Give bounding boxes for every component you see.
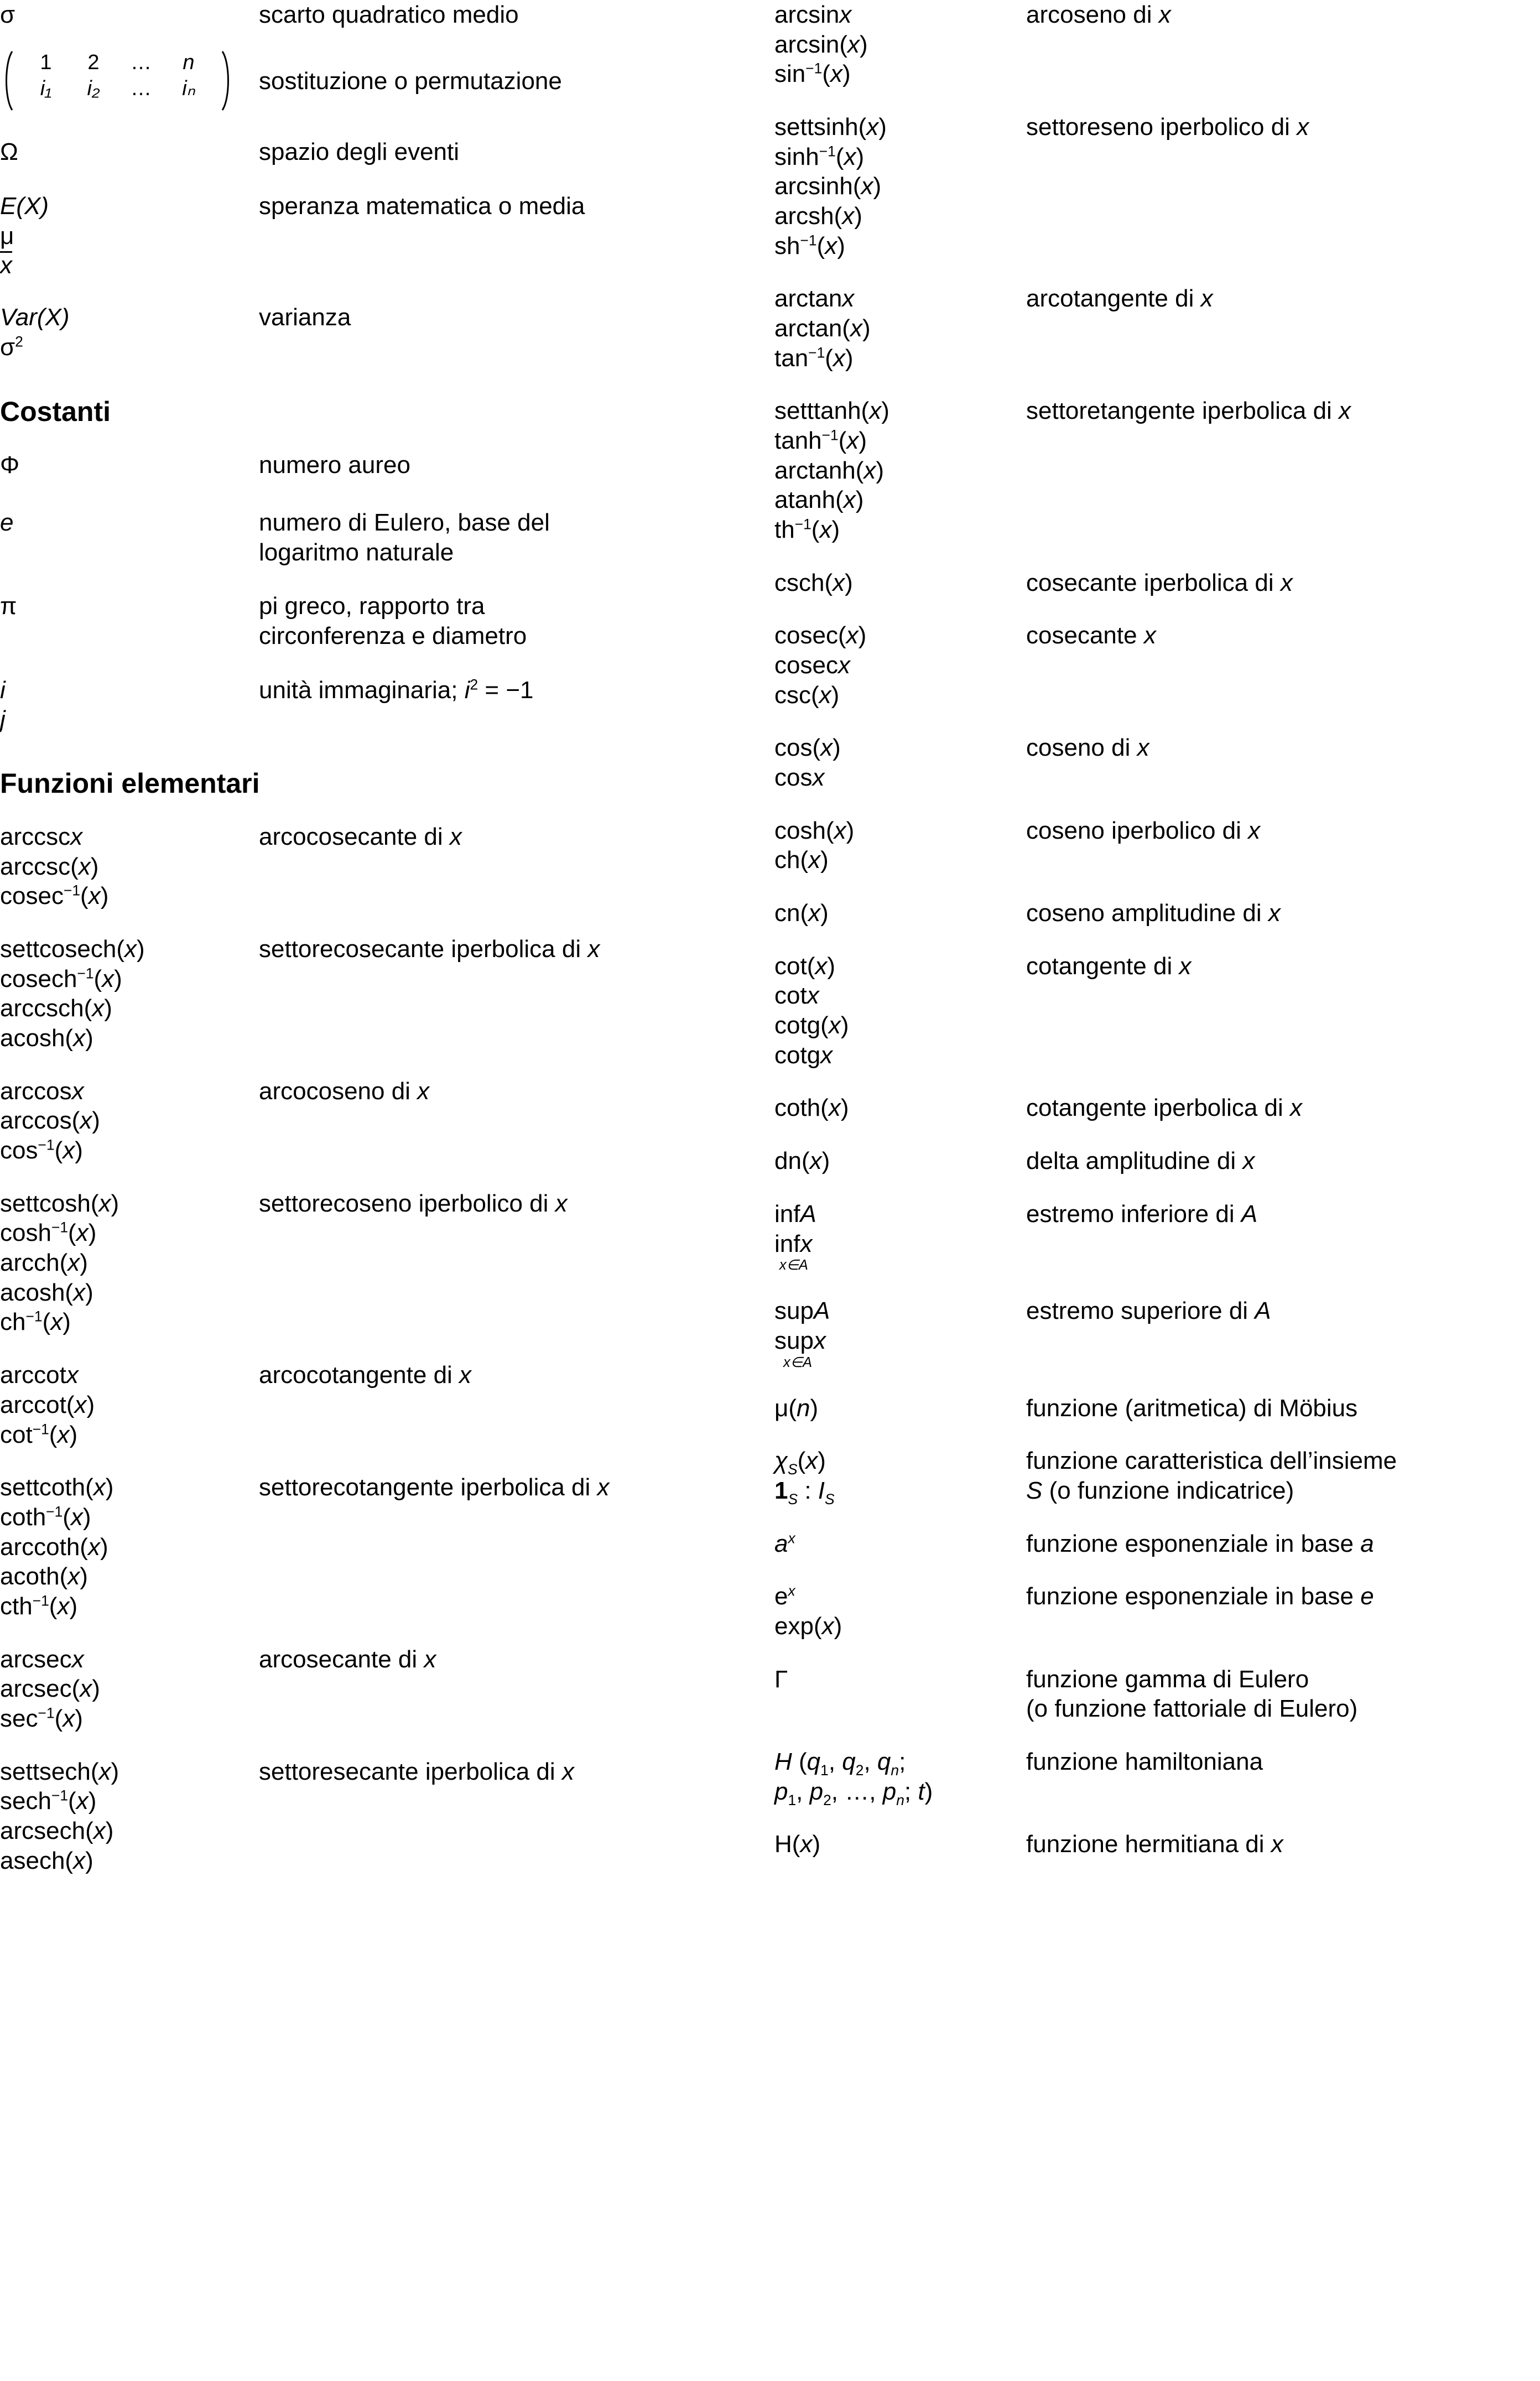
- symbol-infimum-set: infA: [774, 1200, 816, 1228]
- permutation-matrix: [0, 50, 235, 112]
- description-cell: [1026, 1529, 1540, 1559]
- symbol-sigma-squared: $\sigma^2$: [0, 333, 23, 361]
- symbol-variant: cosx: [774, 764, 825, 792]
- glossary-entry: [774, 1199, 1540, 1273]
- symbol-euler-e: e: [0, 509, 14, 537]
- description-cell: [259, 1473, 770, 1503]
- description-line: cotangente di x: [1026, 952, 1192, 980]
- symbol-infimum-condition: x∈A: [779, 1257, 808, 1273]
- glossary-entry: [774, 396, 1540, 544]
- symbol-cell: [0, 934, 259, 1053]
- symbol-variant: csch(x): [774, 569, 853, 596]
- symbol-supremum-set: supA: [774, 1297, 830, 1325]
- description-line: arcocoseno di x: [259, 1077, 430, 1105]
- description-line: arcosecante di x: [259, 1645, 436, 1673]
- symbol-cell: [0, 191, 259, 280]
- symbol-variant: cosecx: [774, 652, 850, 679]
- symbol-variant: $\cot^{-1}(x)$: [0, 1420, 78, 1448]
- symbol-variant: cot(x): [774, 952, 836, 980]
- symbol-variant: arctanx: [774, 285, 855, 313]
- symbol-variant: settcosech(x): [0, 935, 145, 963]
- symbol-variant: settsinh(x): [774, 113, 887, 141]
- symbol-variant: coth$^{-1}$(x): [0, 1503, 91, 1531]
- glossary-entry: [0, 1757, 770, 1876]
- section-funzioni-elementari: [0, 767, 770, 1875]
- glossary-entry: [774, 284, 1540, 373]
- symbol-cell: [0, 1077, 259, 1166]
- glossary-entry: [774, 1093, 1540, 1123]
- perm-cell: …: [131, 50, 152, 74]
- symbol-chi-indicator: $\chi_S(x)$: [774, 1447, 826, 1478]
- symbol-variant: cos(x): [774, 734, 841, 762]
- symbol-gamma: Γ: [774, 1665, 788, 1693]
- symbol-variant: arcsinh(x): [774, 173, 882, 200]
- perm-cell: …: [131, 77, 152, 101]
- symbol-exponential-base-a: $a^x$: [774, 1530, 795, 1557]
- symbol-x-bar: x: [0, 252, 12, 279]
- description-line: estremo inferiore di A: [1026, 1200, 1258, 1228]
- symbol-variant: $\sinh^{-1}(x)$: [774, 143, 865, 170]
- symbol-variant: $\sec^{-1}(x)$: [0, 1704, 83, 1732]
- symbol-variant: arccsc(x): [0, 852, 99, 880]
- glossary-entry: [0, 50, 770, 119]
- description-line: arcotangente di x: [1026, 285, 1213, 313]
- symbol-cell: [774, 396, 1026, 544]
- symbol-variant: $sh^{-1}(x)$: [774, 232, 845, 259]
- description-line: funzione hermitiana di x: [1026, 1831, 1283, 1858]
- description-line: settorecotangente iperbolica di x: [259, 1474, 610, 1501]
- description-line: S (o funzione indicatrice): [1026, 1477, 1294, 1504]
- symbol-cell: [774, 1529, 1026, 1559]
- glossary-entry: [0, 934, 770, 1053]
- symbol-variant: arcch(x): [0, 1249, 88, 1277]
- description-cell: [259, 675, 770, 705]
- description-cell: [1026, 112, 1540, 142]
- symbol-cell: [774, 112, 1026, 261]
- glossary-entry: [774, 816, 1540, 875]
- glossary-entry: [774, 1665, 1540, 1724]
- symbol-variant: cosech$^{-1}$(x): [0, 965, 122, 992]
- symbol-variant: acoth(x): [0, 1563, 88, 1590]
- symbol-variant: cn(x): [774, 900, 829, 927]
- description-line: speranza matematica o media: [259, 193, 585, 220]
- glossary-entry: [774, 1829, 1540, 1859]
- description-cell: [259, 137, 770, 167]
- symbol-variant: asech(x): [0, 1847, 93, 1874]
- glossary-entry: [0, 137, 770, 167]
- description-line: cosecante x: [1026, 622, 1156, 649]
- section-heading-costanti: Costanti: [0, 396, 111, 428]
- section-costanti: [0, 395, 770, 735]
- description-cell: [1026, 568, 1540, 598]
- description-cell: [1026, 1394, 1540, 1423]
- description-line: varianza: [259, 304, 351, 331]
- description-line: coseno amplitudine di x: [1026, 900, 1281, 927]
- description-cell: [1026, 816, 1540, 846]
- description-line: cotangente iperbolica di x: [1026, 1094, 1302, 1122]
- symbol-variant: $\cos^{-1}(x)$: [0, 1136, 83, 1164]
- description-cell: [1026, 0, 1540, 30]
- glossary-entry: [774, 733, 1540, 792]
- description-cell: [1026, 396, 1540, 426]
- symbol-supremum-var: supx: [774, 1327, 826, 1354]
- symbol-cell: [0, 1645, 259, 1734]
- perm-cell: i₁: [40, 77, 52, 101]
- symbol-variant: arccos(x): [0, 1107, 100, 1135]
- description-line: settoresecante iperbolica di x: [259, 1758, 574, 1785]
- description-line: (o funzione fattoriale di Eulero): [1026, 1695, 1358, 1723]
- description-cell: [1026, 1582, 1540, 1611]
- description-line: coseno iperbolico di x: [1026, 817, 1261, 844]
- glossary-entry: [0, 675, 770, 735]
- right-paren-icon: [220, 50, 235, 112]
- description-line: settoretangente iperbolica di x: [1026, 397, 1351, 425]
- symbol-variant: cosh(x): [774, 817, 855, 844]
- description-cell: [259, 1757, 770, 1787]
- symbol-cell: [774, 952, 1026, 1070]
- description-cell: [259, 191, 770, 221]
- description-cell: [1026, 1296, 1540, 1326]
- perm-cell: i₂: [87, 77, 100, 101]
- description-line: pi greco, rapporto tra: [259, 592, 485, 620]
- symbol-sigma: σ: [0, 1, 15, 28]
- description-line: settorecoseno iperbolico di x: [259, 1189, 568, 1217]
- description-cell: [1026, 1829, 1540, 1859]
- description-line: funzione esponenziale in base e: [1026, 1583, 1374, 1610]
- glossary-entry: [0, 822, 770, 911]
- symbol-variant: arctan(x): [774, 315, 871, 342]
- symbol-variant: csc(x): [774, 681, 840, 709]
- description-line: funzione gamma di Eulero: [1026, 1665, 1309, 1693]
- glossary-entry: [0, 1360, 770, 1449]
- symbol-exponential-base-e: $e^x$: [774, 1582, 795, 1610]
- symbol-cell: [774, 816, 1026, 875]
- permutation-row-top: [22, 50, 212, 76]
- glossary-entry: [774, 1146, 1540, 1176]
- description-line: numero aureo: [259, 451, 410, 479]
- symbol-cell: [774, 1296, 1026, 1370]
- description-cell: [259, 1645, 770, 1675]
- glossary-entry: [0, 303, 770, 362]
- description-line: sostituzione o permutazione: [259, 67, 562, 95]
- symbol-cell: [0, 822, 259, 911]
- symbol-variant: arcsinx: [774, 1, 852, 28]
- permutation-grid: [14, 50, 220, 112]
- description-cell: [259, 591, 770, 651]
- symbol-cell: [774, 1394, 1026, 1423]
- symbol-variant: settcosh(x): [0, 1189, 119, 1217]
- description-line: funzione caratteristica dell’insieme: [1026, 1447, 1397, 1475]
- description-cell: [1026, 952, 1540, 981]
- description-line: spazio degli eventi: [259, 138, 460, 166]
- symbol-supremum-condition: x∈A: [779, 1354, 813, 1370]
- symbol-variant: cotg(x): [774, 1012, 849, 1039]
- description-cell: [259, 1360, 770, 1390]
- symbol-cell: [774, 621, 1026, 710]
- description-line: cosecante iperbolica di x: [1026, 569, 1293, 596]
- symbol-cell: [0, 508, 259, 538]
- symbol-variant: ch(x): [774, 846, 829, 874]
- description-cell: [1026, 1199, 1540, 1229]
- symbol-variant: arccotx: [0, 1361, 79, 1389]
- glossary-entry: [774, 1296, 1540, 1370]
- symbol-variant: cosec(x): [774, 622, 867, 649]
- symbol-imaginary-j: j: [0, 706, 6, 734]
- symbol-cell: [0, 1360, 259, 1449]
- description-line: estremo superiore di A: [1026, 1297, 1271, 1325]
- description-cell: [1026, 898, 1540, 928]
- symbol-variant: acosh(x): [0, 1025, 93, 1052]
- symbol-variant: $th^{-1}(x)$: [774, 516, 840, 544]
- symbol-cell: [0, 1189, 259, 1337]
- glossary-entry: [774, 621, 1540, 710]
- description-cell: [1026, 1093, 1540, 1123]
- glossary-entry: [774, 1747, 1540, 1806]
- symbol-variant: arcsech(x): [0, 1817, 114, 1844]
- glossary-entry: [0, 1189, 770, 1337]
- right-column: [774, 0, 1540, 2381]
- description-cell: [259, 934, 770, 964]
- description-cell: [259, 450, 770, 480]
- description-line: funzione esponenziale in base a: [1026, 1530, 1374, 1557]
- glossary-entry: [774, 1446, 1540, 1505]
- description-cell: [259, 0, 770, 30]
- symbol-cell: [774, 1747, 1026, 1806]
- symbol-mobius-mu: μ(n): [774, 1394, 819, 1422]
- perm-cell: iₙ: [182, 77, 195, 101]
- symbol-variant: arctanh(x): [774, 456, 885, 484]
- symbol-variant: acosh(x): [0, 1278, 93, 1306]
- symbol-hermitian: H(x): [774, 1831, 821, 1858]
- symbol-cell: [0, 50, 259, 119]
- glossary-entry: [774, 1529, 1540, 1559]
- symbol-cell: [0, 1473, 259, 1621]
- description-line: arcoseno di x: [1026, 1, 1171, 28]
- description-cell: [1026, 284, 1540, 314]
- description-cell: [259, 508, 770, 567]
- symbol-variant: $\tan^{-1}(x)$: [774, 344, 854, 372]
- symbol-infimum-var: infx: [774, 1230, 813, 1257]
- symbol-variant: sech$^{-1}$(x): [0, 1787, 97, 1815]
- description-line: logaritmo naturale: [259, 538, 454, 566]
- glossary-entry: [774, 568, 1540, 598]
- description-cell: [1026, 1446, 1540, 1505]
- symbol-variant: arccosx: [0, 1077, 84, 1105]
- symbol-variant: settsech(x): [0, 1758, 119, 1785]
- symbol-cell: [0, 137, 259, 167]
- glossary-entry: [0, 1645, 770, 1734]
- symbol-pi: π: [0, 592, 17, 620]
- symbol-variant: cotgx: [774, 1041, 833, 1069]
- symbol-phi: Φ: [0, 451, 20, 479]
- glossary-entry: [0, 0, 770, 30]
- symbol-cell: [774, 1146, 1026, 1176]
- description-line: arcocotangente di x: [259, 1361, 472, 1389]
- symbol-variant: arccsch(x): [0, 995, 112, 1022]
- description-cell: [259, 1077, 770, 1106]
- symbol-omega: Ω: [0, 138, 18, 166]
- perm-cell: 1: [40, 50, 52, 74]
- permutation-row-bottom: [22, 76, 212, 102]
- symbol-cell: [774, 733, 1026, 792]
- symbol-variant: arccoth(x): [0, 1533, 108, 1561]
- description-line: scarto quadratico medio: [259, 1, 519, 28]
- symbol-cell: [774, 1199, 1026, 1273]
- left-paren-icon: [0, 50, 14, 112]
- description-cell: [259, 50, 770, 96]
- symbol-variant: settcoth(x): [0, 1474, 114, 1501]
- glossary-entry: [0, 1077, 770, 1166]
- symbol-cell: [774, 1093, 1026, 1123]
- symbol-variant: coth(x): [774, 1094, 849, 1122]
- symbol-variant: $\tanh^{-1}(x)$: [774, 427, 867, 455]
- glossary-entry: [774, 952, 1540, 1070]
- description-cell: [1026, 621, 1540, 651]
- symbol-cell: [0, 591, 259, 621]
- symbol-variant: $ch^{-1}(x)$: [0, 1308, 71, 1336]
- description-line: settoreseno iperbolico di x: [1026, 113, 1309, 141]
- symbol-expected-value: E(X): [0, 193, 49, 220]
- symbol-cell: [0, 1757, 259, 1876]
- symbol-cell: [774, 568, 1026, 598]
- symbol-variant: $\sin^{-1}(x)$: [774, 60, 851, 88]
- symbol-cell: [0, 675, 259, 735]
- symbol-cell: [0, 0, 259, 30]
- symbol-variance: Var(X): [0, 304, 70, 331]
- symbol-mu: μ: [0, 222, 14, 249]
- glossary-entry: [0, 450, 770, 480]
- symbol-hamiltonian-line1: H ($q_1$, $q_2$, $q_n$;: [774, 1748, 906, 1779]
- symbol-cell: [774, 1829, 1026, 1859]
- description-cell: [1026, 733, 1540, 763]
- glossary-entry: [0, 1473, 770, 1621]
- description-cell: [1026, 1665, 1540, 1724]
- symbol-hamiltonian-line2: $p_1$, $p_2$, …, $p_n$; t): [774, 1777, 933, 1808]
- description-cell: [259, 822, 770, 852]
- symbol-exp-function: exp(x): [774, 1613, 842, 1640]
- symbol-cell: [774, 0, 1026, 89]
- description-line: arcocosecante di x: [259, 823, 462, 851]
- perm-cell: n: [183, 50, 195, 74]
- symbol-variant: arccot(x): [0, 1391, 95, 1418]
- glossary-entry: [774, 0, 1540, 89]
- symbol-one-indicator: $1_S$ : $I_S$: [774, 1477, 835, 1507]
- symbol-variant: arcsh(x): [774, 202, 862, 230]
- symbol-cell: [0, 303, 259, 362]
- symbol-cell: [774, 1665, 1026, 1694]
- glossary-entry: [774, 898, 1540, 928]
- glossary-entry: [0, 191, 770, 280]
- symbol-cell: [0, 450, 259, 480]
- symbol-variant: arcsecx: [0, 1645, 84, 1673]
- description-line: funzione hamiltoniana: [1026, 1748, 1263, 1776]
- symbol-variant: $\cosh^{-1}(x)$: [0, 1219, 97, 1247]
- symbol-variant: arccscx: [0, 823, 83, 851]
- description-line: funzione (aritmetica) di Möbius: [1026, 1394, 1358, 1422]
- description-line: settorecosecante iperbolica di x: [259, 935, 600, 963]
- description-cell: [1026, 1146, 1540, 1176]
- symbol-variant: cth$^{-1}$(x): [0, 1592, 78, 1620]
- description-cell: [259, 1189, 770, 1219]
- symbol-cell: [774, 1446, 1026, 1505]
- glossary-entry: [0, 508, 770, 567]
- description-line: unità immaginaria; $i^2 = -1$: [259, 676, 534, 704]
- symbol-imaginary-i: i: [0, 676, 6, 704]
- symbol-variant: atanh(x): [774, 486, 864, 514]
- glossary-entry: [0, 591, 770, 651]
- symbol-variant: cotx: [774, 982, 819, 1010]
- symbol-cell: [774, 1582, 1026, 1641]
- symbol-variant: cosec$^{-1}$(x): [0, 882, 109, 910]
- description-line: numero di Eulero, base del: [259, 509, 550, 537]
- symbol-variant: setttanh(x): [774, 397, 889, 425]
- symbol-variant: arcsin(x): [774, 30, 868, 58]
- symbol-variant: arcsec(x): [0, 1675, 100, 1703]
- section-heading-funzioni: Funzioni elementari: [0, 768, 260, 799]
- symbol-cell: [774, 898, 1026, 928]
- description-cell: [259, 303, 770, 332]
- glossary-entry: [774, 1394, 1540, 1423]
- description-line: delta amplitudine di x: [1026, 1147, 1255, 1175]
- symbol-cell: [774, 284, 1026, 373]
- symbol-variant: dn(x): [774, 1147, 830, 1175]
- description-line: circonferenza e diametro: [259, 622, 527, 650]
- description-line: coseno di x: [1026, 734, 1149, 762]
- perm-cell: 2: [87, 50, 100, 74]
- glossary-entry: [774, 112, 1540, 261]
- description-cell: [1026, 1747, 1540, 1777]
- glossary-entry: [774, 1582, 1540, 1641]
